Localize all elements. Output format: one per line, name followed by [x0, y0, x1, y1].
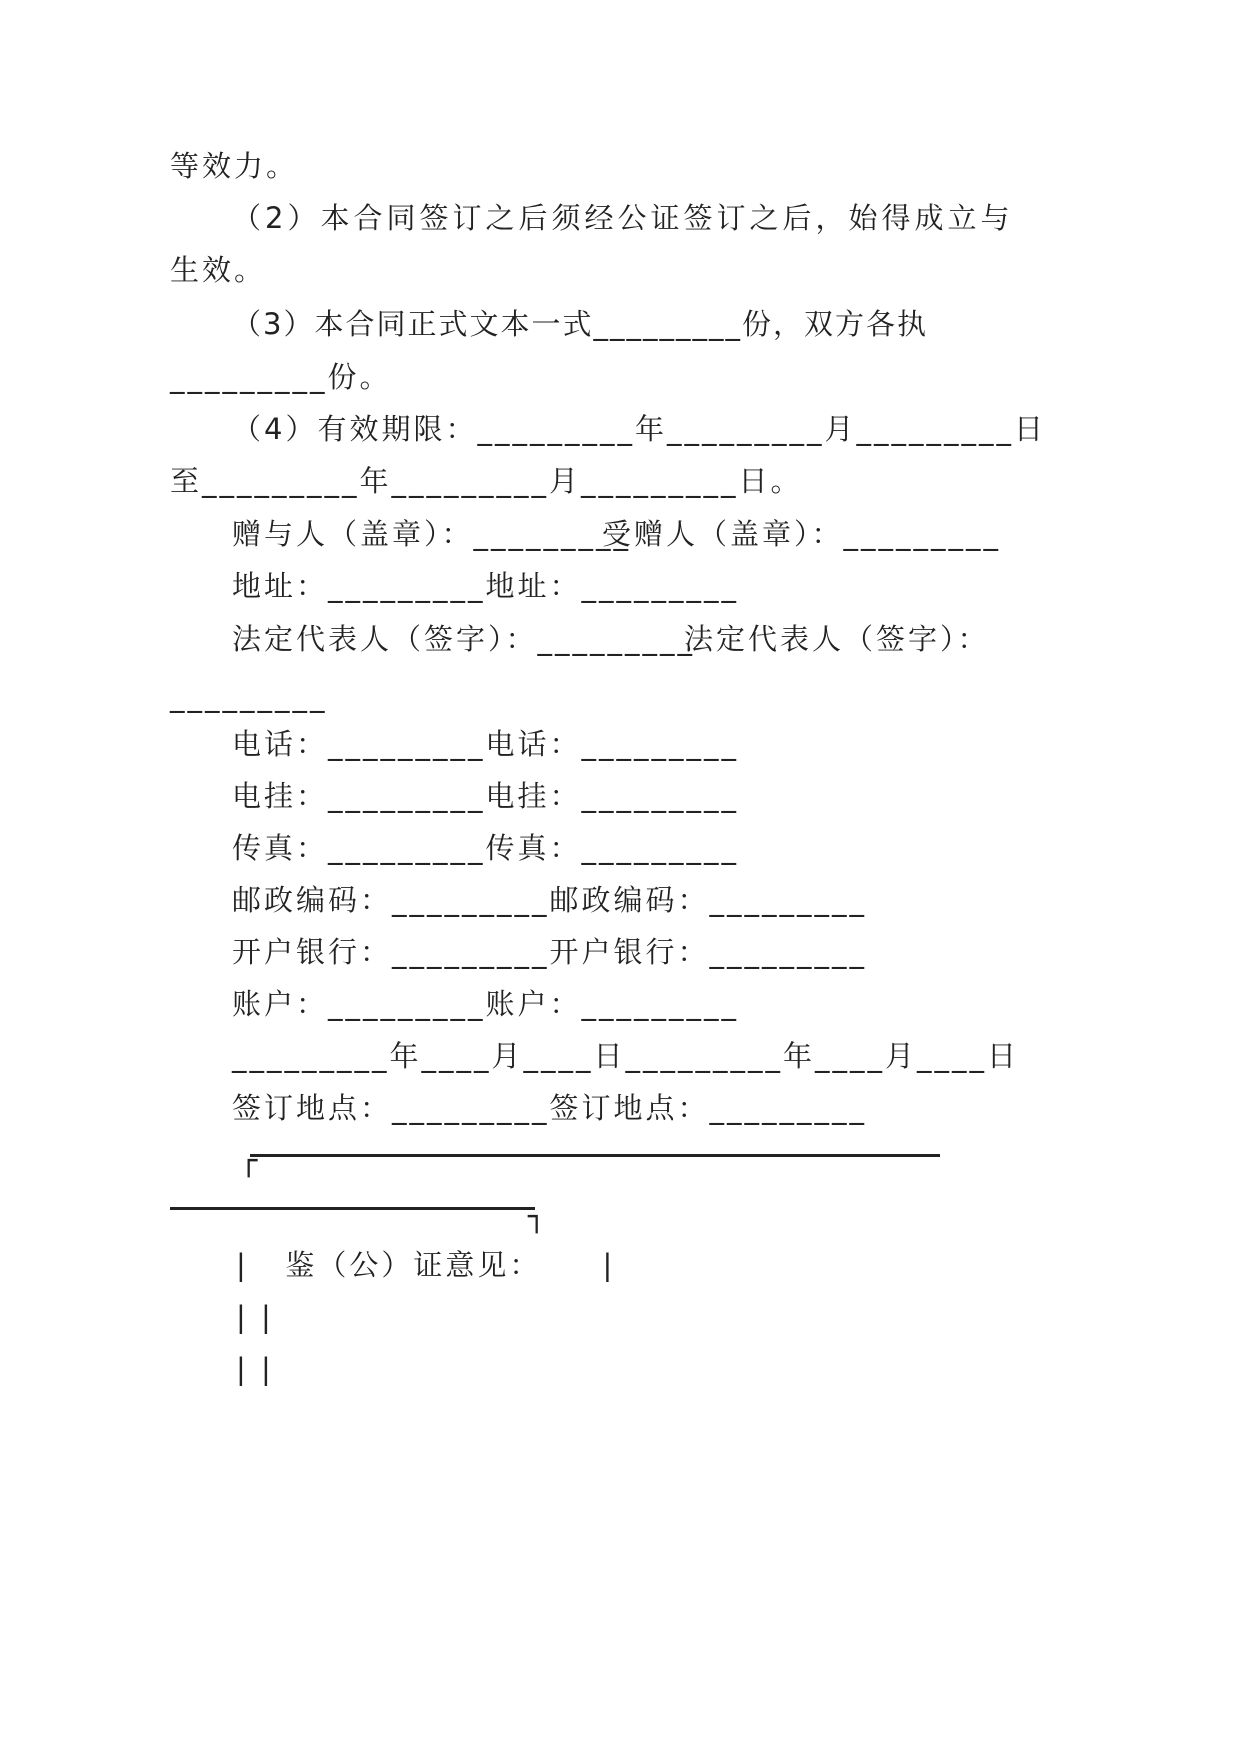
box-top-rule — [250, 1154, 940, 1157]
donor-seal-field: 赠与人（盖章）：_________ — [232, 517, 632, 551]
box-second-rule — [170, 1207, 535, 1210]
bank-field: 开户银行：_________开户银行：_________ — [232, 935, 868, 969]
sign-place-field: 签订地点：_________签订地点：_________ — [232, 1091, 868, 1125]
box-bar-row-2: | | — [236, 1352, 274, 1386]
legal-rep-field-a: 法定代表人（签字）：_________ — [232, 622, 696, 656]
clause-4-line-2: 至_________年_________月_________日。 — [170, 464, 803, 498]
legal-rep-blank: _________ — [170, 679, 328, 713]
box-corner-top-right: ┐ — [528, 1199, 549, 1233]
clause-2-line-2: 生效。 — [170, 253, 267, 287]
clause-4-line-1: （4）有效期限：_________年_________月_________日 — [232, 412, 1046, 446]
notary-opinion-row: | 鉴（公）证意见： | — [236, 1248, 616, 1282]
box-bar-row-1: | | — [236, 1300, 274, 1334]
phone-field: 电话：_________电话：_________ — [232, 727, 740, 761]
box-corner-top-left: ┌ — [240, 1143, 261, 1177]
postcode-field: 邮政编码：_________邮政编码：_________ — [232, 883, 868, 917]
donee-seal-field: 受赠人（盖章）：_________ — [602, 517, 1002, 551]
clause-2-line-1: （2）本合同签订之后须经公证签订之后，始得成立与 — [232, 201, 1014, 235]
paragraph-line: 等效力。 — [170, 149, 299, 183]
account-field: 账户：_________账户：_________ — [232, 987, 740, 1021]
fax-field: 传真：_________传真：_________ — [232, 831, 740, 865]
address-field: 地址：_________地址：_________ — [232, 569, 740, 603]
cable-field: 电挂：_________电挂：_________ — [232, 779, 740, 813]
clause-3-line-1: （3）本合同正式文本一式_________份，双方各执 — [232, 307, 928, 341]
clause-3-line-2: _________份。 — [170, 360, 392, 394]
date-fields: _________年____月____日_________年____月____日 — [232, 1039, 1020, 1073]
legal-rep-field-b: 法定代表人（签字）： — [684, 622, 990, 656]
